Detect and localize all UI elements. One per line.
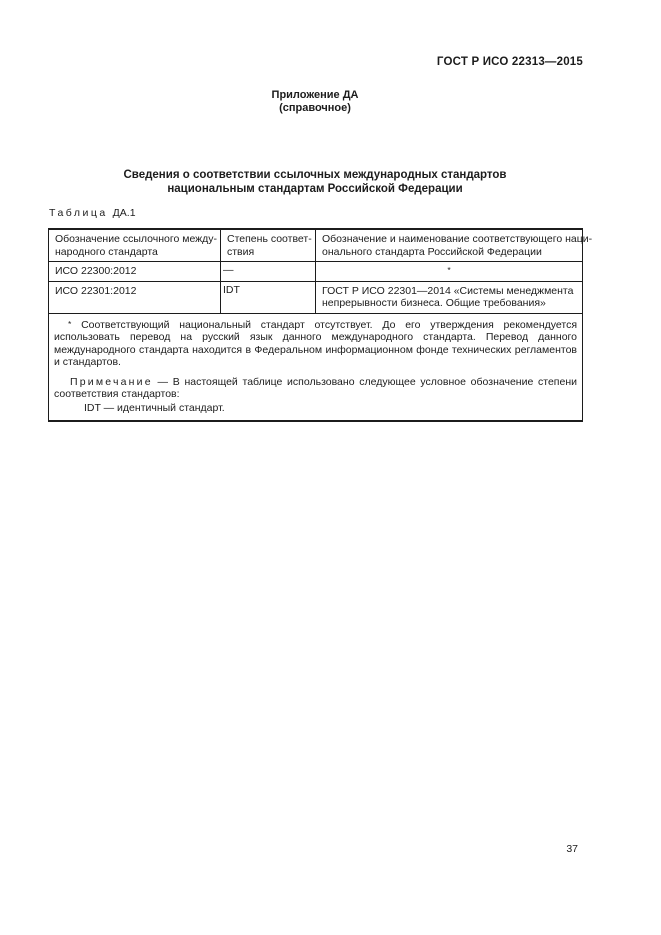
column-header-text: Обозначение ссылочного между-	[55, 233, 218, 245]
footnote-marker: *	[68, 318, 72, 329]
correspondence-table	[48, 228, 593, 422]
section-title-line-2: национальным стандартам Российской Федерации	[167, 182, 463, 195]
note-paragraph	[54, 376, 577, 401]
table-caption-number: ДА.1	[112, 207, 136, 219]
note-text: — В настоящей таблице использовано следующее условное обозначение степени соответствия стандартов:	[54, 375, 577, 400]
annex-subtitle: (справочное)	[279, 102, 351, 114]
table-header-row	[49, 229, 583, 262]
column-header-text: онального стандарта Российской Федерации	[322, 245, 542, 258]
cell-national-standard: ГОСТ Р ИСО 22301—2014 «Системы менеджмента непрерывности бизнеса. Общие требования»	[316, 281, 583, 313]
cell-reference-standard: ИСО 22301:2012	[49, 281, 221, 313]
table-caption	[49, 207, 136, 219]
column-header-degree	[221, 229, 316, 262]
annex-heading	[48, 89, 582, 115]
table-row	[49, 281, 583, 313]
footnote-text: Соответствующий национальный стандарт отсутствует. До его утверждения рекомендуется использовать перевод на русский язык данного международного стандарта. Перевод данного международного стандарта находится в Федеральном информационном фонде технических регламентов и стандартов.	[54, 318, 577, 368]
running-header-doc-code: ГОСТ Р ИСО 22313—2015	[436, 56, 583, 68]
column-header-text: народного стандарта	[55, 245, 158, 258]
footnote-paragraph	[54, 319, 577, 369]
note-label: Примечание	[70, 375, 153, 388]
cell-degree: IDT	[221, 281, 316, 313]
table-footnote-row	[49, 313, 583, 421]
column-header-text: Обозначение и наименование соответствующего наци-	[322, 233, 593, 245]
column-header-reference-standard	[49, 229, 221, 262]
table-footnote-cell	[49, 313, 583, 421]
column-header-text: Степень соответ-	[227, 233, 312, 245]
section-title	[48, 169, 582, 196]
cell-degree: —	[221, 262, 316, 282]
page-number: 37	[566, 843, 578, 855]
cell-reference-standard: ИСО 22300:2012	[49, 262, 221, 282]
cell-national-standard	[316, 262, 583, 282]
annex-title: Приложение ДА	[271, 89, 359, 101]
footnote-reference-asterisk: *	[447, 265, 451, 275]
column-header-national-standard	[316, 229, 593, 262]
table-row	[49, 262, 583, 282]
table-caption-word: Таблица	[49, 207, 108, 219]
column-header-text: ствия	[227, 245, 255, 258]
section-title-line-1: Сведения о соответствии ссылочных международных стандартов	[123, 169, 507, 181]
note-item-idt: IDT — идентичный стандарт.	[84, 401, 225, 414]
